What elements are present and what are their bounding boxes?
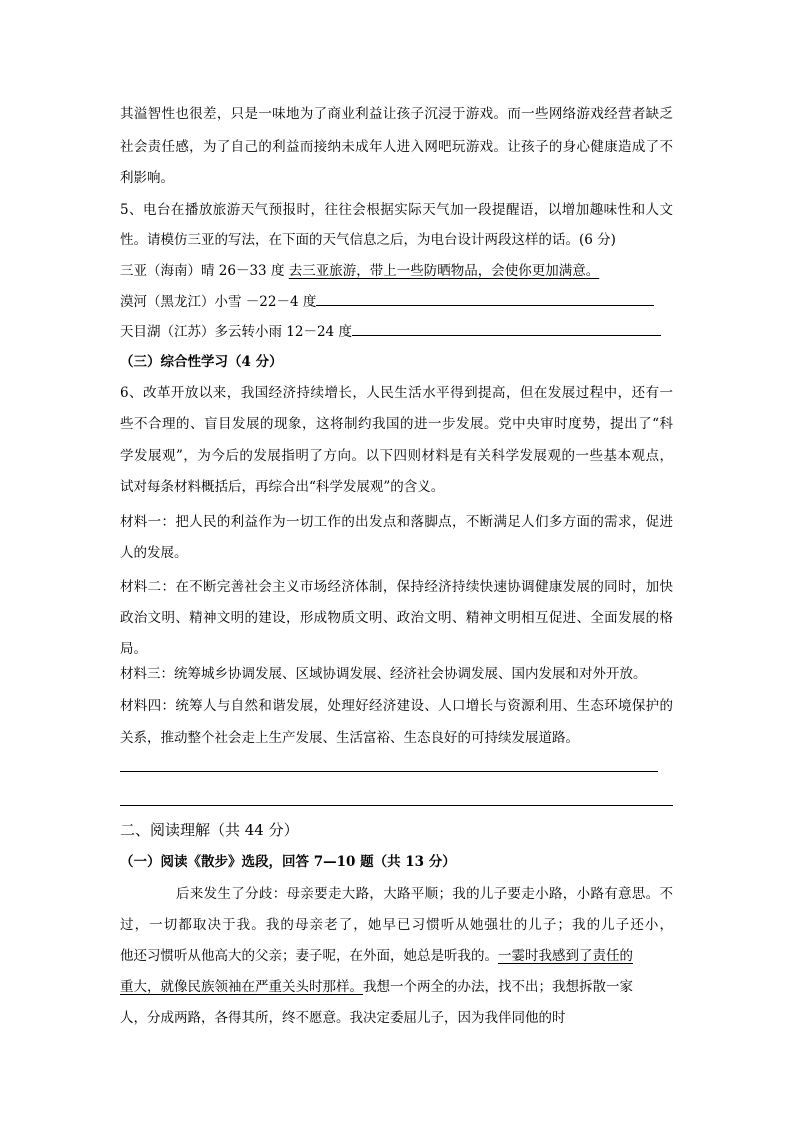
passage-line: 后来发生了分歧：母亲要走大路，大路平顺；我的儿子要走小路，小路有意思。不 <box>176 886 673 902</box>
paragraph-line: 其溢智性也很差，只是一味地为了商业利益让孩子沉浸于游戏。而一些网络游戏经营者缺乏 <box>120 106 673 122</box>
material-4-line: 关系，推动整个社会走上生产发展、生活富裕、生态良好的可持续发展道路。 <box>120 730 579 746</box>
paragraph-line: 利影响。 <box>120 170 174 186</box>
material-4-line: 材料四：统筹人与自然和谐发展，处理好经济建设、人口增长与资源利用、生态环境保护的 <box>120 698 673 714</box>
answer-blank[interactable] <box>352 321 661 336</box>
material-3-line: 材料三：统筹城乡协调发展、区域协调发展、经济社会协调发展、国内发展和对外开放。 <box>120 666 647 682</box>
passage-line: 人，分成两路，各得其所，终不愿意。我决定委屈儿子，因为我伴同他的时 <box>120 1010 566 1026</box>
passage-text: 我想一个两全的办法，找不出；我想拆散一家 <box>363 979 633 995</box>
section-heading: （三）综合性学习（4 分） <box>120 354 283 370</box>
underlined-sentence: 重大，就像民族领袖在严重关头时那样。 <box>120 979 363 995</box>
weather-item-label: 天目湖（江苏）多云转小雨 12－24 度 <box>120 324 352 340</box>
question-5-line: 性。请模仿三亚的写法，在下面的天气信息之后，为电台设计两段这样的话。(6 分) <box>120 232 616 248</box>
material-2-line: 材料二：在不断完善社会主义市场经济体制，保持经济持续快速协调健康发展的同时，加快 <box>120 579 673 595</box>
example-prefix: 三亚（海南）晴 26－33 度 <box>120 263 289 279</box>
question-5-line: 5、电台在播放旅游天气预报时，往往会根据实际天气加一段提醒语，以增加趣味性和人文 <box>120 202 673 218</box>
weather-item-mohe <box>120 291 654 312</box>
material-1-line: 人的发展。 <box>120 545 188 561</box>
passage-line <box>120 977 633 997</box>
question-6-line: 学发展观”，为今后的发展指明了方向。以下四则材料是有关科学发展观的一些基本观点， <box>120 448 673 464</box>
paragraph-line: 社会责任感，为了自己的利益而接纳未成年人进入网吧玩游戏。让孩子的身心健康造成了不 <box>120 139 673 155</box>
question-6-line: 些不合理的、盲目发展的现象，这将制约我国的进一步发展。党中央审时度势，提出了“科 <box>120 416 673 432</box>
answer-blank[interactable] <box>316 291 654 306</box>
weather-item-tianmuhu <box>120 321 661 342</box>
example-answer: 去三亚旅游，带上一些防晒物品，会使你更加满意。 <box>288 263 600 279</box>
example-sanya <box>120 261 599 281</box>
passage-line: 过，一切都取决于我。我的母亲老了，她早已习惯听从她强壮的儿子；我的儿子还小， <box>120 917 673 933</box>
passage-text: 他还习惯听从他高大的父亲；妻子呢，在外面，她总是听我的。 <box>120 948 498 964</box>
part-heading: 二、阅读理解（共 44 分） <box>120 821 299 839</box>
underlined-sentence: 一霎时我感到了责任的 <box>498 948 633 964</box>
question-6-line: 试对每条材料概括后，再综合出“科学发展观”的含义。 <box>120 479 445 495</box>
material-2-line: 局。 <box>120 641 147 657</box>
passage-heading: （一）阅读《散步》选段，回答 7—10 题（共 13 分） <box>120 854 456 870</box>
material-2-line: 政治文明、精神文明的建设，形成物质文明、政治文明、精神文明相互促进、全面发展的格 <box>120 610 673 626</box>
answer-line[interactable] <box>120 771 658 772</box>
answer-line[interactable] <box>120 805 673 806</box>
weather-item-label: 漠河（黑龙江）小雪 －22－4 度 <box>120 294 317 310</box>
passage-line <box>120 946 633 966</box>
material-1-line: 材料一：把人民的利益作为一切工作的出发点和落脚点，不断满足人们多方面的需求，促进 <box>120 514 673 530</box>
question-6-line: 6、改革开放以来，我国经济持续增长，人民生活水平得到提高，但在发展过程中，还有一 <box>120 385 673 401</box>
